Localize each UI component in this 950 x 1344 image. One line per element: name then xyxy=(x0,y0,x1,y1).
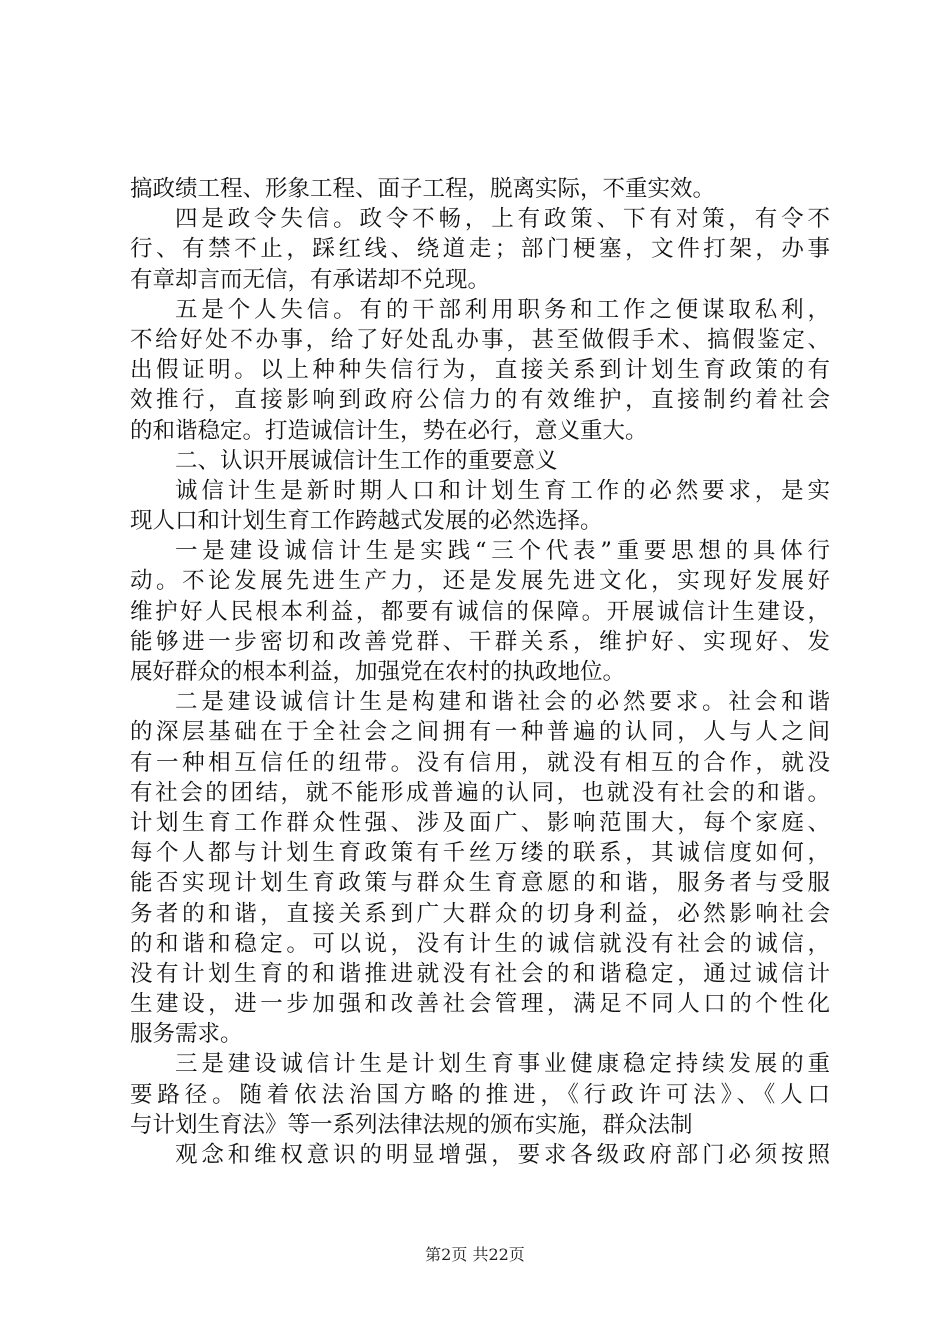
text-line: 没有计划生育的和谐推进就没有社会的和谐稳定，通过诚信计 xyxy=(130,960,830,987)
text-line: 计划生育工作群众性强、涉及面广、影响范围大，每个家庭、 xyxy=(130,809,830,836)
text-line: 三是建设诚信计生是计划生育事业健康稳定持续发展的重 xyxy=(175,1051,830,1078)
text-line: 的和谐稳定。打造诚信计生，势在必行，意义重大。 xyxy=(130,417,648,444)
text-line: 诚信计生是新时期人口和计划生育工作的必然要求，是实 xyxy=(175,477,830,504)
text-line: 二是建设诚信计生是构建和谐社会的必然要求。社会和谐 xyxy=(175,689,830,716)
text-line: 一是建设诚信计生是实践“三个代表”重要思想的具体行 xyxy=(175,538,830,565)
text-line: 二、认识开展诚信计生工作的重要意义 xyxy=(175,447,558,474)
text-line: 的和谐和稳定。可以说，没有计生的诚信就没有社会的诚信， xyxy=(130,930,830,957)
text-line: 五是个人失信。有的干部利用职务和工作之便谋取私利， xyxy=(175,296,830,323)
text-line: 动。不论发展先进生产力，还是发展先进文化，实现好发展好 xyxy=(130,568,830,595)
text-line: 生建设，进一步加强和改善社会管理，满足不同人口的个性化 xyxy=(130,991,830,1018)
page-footer: 第2页 共22页 xyxy=(425,1245,525,1264)
text-line: 行、有禁不止，踩红线、绕道走；部门梗塞，文件打架，办事 xyxy=(130,236,830,263)
text-line: 每个人都与计划生育政策有千丝万缕的联系，其诚信度如何， xyxy=(130,840,830,867)
text-line: 不给好处不办事，给了好处乱办事，甚至做假手术、搞假鉴定、 xyxy=(130,326,830,353)
text-line: 搞政绩工程、形象工程、面子工程，脱离实际，不重实效。 xyxy=(130,176,716,202)
text-line: 与计划生育法》等一系列法律法规的颁布实施，群众法制 xyxy=(130,1111,693,1138)
text-line: 展好群众的根本利益，加强党在农村的执政地位。 xyxy=(130,659,626,685)
text-line: 维护好人民根本利益，都要有诚信的保障。开展诚信计生建设， xyxy=(130,598,830,625)
text-line: 四是政令失信。政令不畅，上有政策、下有对策，有令不 xyxy=(175,206,830,233)
text-line: 有章却言而无信，有承诺却不兑现。 xyxy=(130,266,491,293)
text-line: 有一种相互信任的纽带。没有信用，就没有相互的合作，就没 xyxy=(130,749,830,776)
text-line: 有社会的团结，就不能形成普遍的认同，也就没有社会的和谐。 xyxy=(130,779,830,806)
text-line: 的深层基础在于全社会之间拥有一种普遍的认同，人与人之间 xyxy=(130,719,830,746)
text-line: 能否实现计划生育政策与群众生育意愿的和谐，服务者与受服 xyxy=(130,870,830,897)
document-body xyxy=(130,174,830,1170)
text-line: 观念和维权意识的明显增强，要求各级政府部门必须按照 xyxy=(175,1142,830,1168)
text-line: 能够进一步密切和改善党群、干群关系，维护好、实现好、发 xyxy=(130,628,830,655)
text-line: 务者的和谐，直接关系到广大群众的切身利益，必然影响社会 xyxy=(130,900,830,927)
text-line: 要路径。随着依法治国方略的推进，《行政许可法》、《人口 xyxy=(130,1081,830,1108)
text-line: 现人口和计划生育工作跨越式发展的必然选择。 xyxy=(130,508,603,535)
text-line: 服务需求。 xyxy=(130,1021,243,1048)
text-line: 效推行，直接影响到政府公信力的有效维护，直接制约着社会 xyxy=(130,387,830,414)
text-line: 出假证明。以上种种失信行为，直接关系到计划生育政策的有 xyxy=(130,357,830,384)
